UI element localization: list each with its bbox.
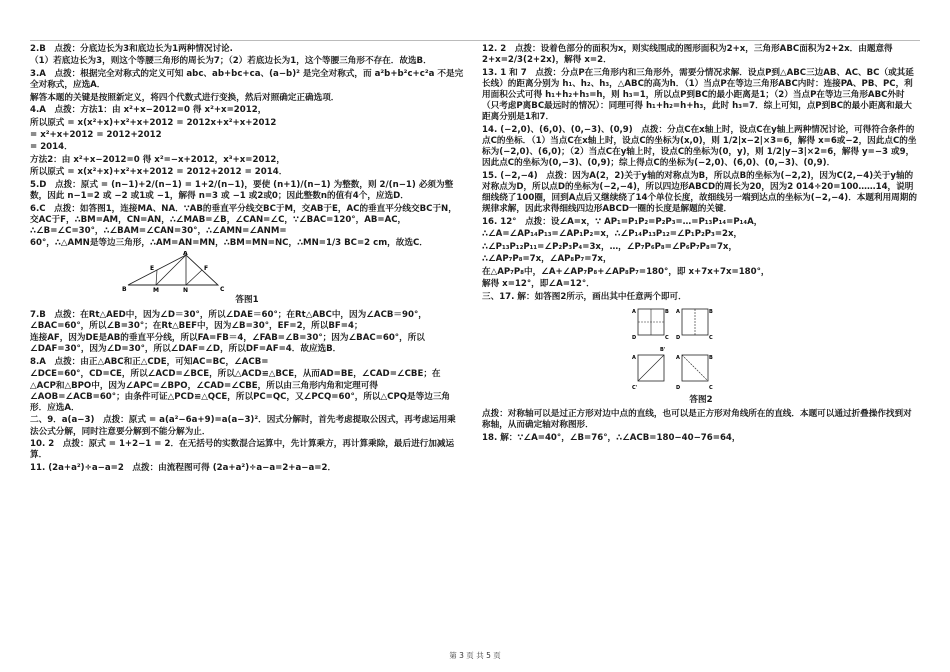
answer-4-method2: 方法2：由 x²+x−2012=0 得 x²=−x+2012，x³+x=2012， — [30, 154, 286, 165]
label-b-sq4: B — [709, 354, 713, 361]
label-a-sq1: A — [632, 308, 636, 315]
answer-7-detail: 连接AF，因为DE是AB的垂直平分线，所以FA=FB＝4，∠FAB=∠B=30°；因为∠BAC=60°，所以∠DAF=30°，因为∠D=30°，所以∠DAF=∠D，所以DF=AF=4．故应选B． — [30, 333, 425, 355]
label-b-sq1: B — [665, 308, 669, 315]
answer-4-method2-result: 所以原式 = x(x²+x)+x²+x+2012 = 2012+2012 = 2014． — [30, 167, 288, 178]
label-m: M — [153, 287, 159, 294]
answer-16-step1: ∴∠A=∠AP₁₄P₁₃=∠AP₁P₂=x，∴∠P₁₄P₁₃P₁₂=∠P₁P₂P₃=2x， — [482, 229, 743, 240]
label-a-sq2: A — [676, 308, 680, 315]
answer-4-step2: = x²+x+2012 = 2012+2012 — [30, 129, 162, 140]
answer-16-result: 解得 x=12°，即∠A=12°． — [482, 279, 595, 290]
label-f: F — [204, 265, 209, 273]
answer-15: 15. (−2,−4) 点拨：因为A(2，2)关于y轴的对称点为B，所以点B的坐标为(−2,2)，因为C(2,−4)关于y轴的对称点为D，所以点D的坐标为(−2,−4)，所以四边形ABCD的周长为20，因为2 014÷20=100……14，说明细线绕了100圈，回到A点后又继续绕了14个单位长度，故细线另一端到达点的坐标为(−2,−4)．本题利用周期的规律求解，因此求得细线四边形ABCD一圈的长度是解题的关键． — [482, 170, 917, 215]
answer-7: 7.B 点拨：在Rt△AED中，因为∠D＝30°，所以∠DAE＝60°；在Rt△ABC中，因为∠ACB＝90°，∠BAC=60°，所以∠B=30°；在Rt△BEF中，因为∠B=30°，EF=2，所以BF=4； — [30, 309, 427, 331]
label-c-sq4: C — [709, 384, 713, 391]
answer-2-detail: （1）若底边长为3，则这个等腰三角形的周长为7；（2）若底边长为1，这个等腰三角形不存在．故选B． — [30, 56, 432, 67]
answer-3-note: 解答本题的关键是按照新定义，将四个代数式进行变换，然后对照确定正确选项． — [30, 92, 340, 103]
page-footer: 第 3 页 共 5 页 — [449, 651, 501, 660]
figure-1-caption: 答图1 — [235, 295, 259, 306]
label-c-sq2: C — [709, 334, 713, 341]
label-c: C — [220, 286, 225, 294]
answer-6: 6.C 点拨：如答图1，连接MA、NA．∵AB的垂直平分线交BC于M，交AB于E，AC的垂直平分线交BC于N，交AC于F，∴BM=AM，CN=AN，∴∠MAB=∠B，∠CAN=∠C，∵∠BAC=120°，AB=AC，∴∠B=∠C=30°，∴∠BAM=∠CAN=30°，∴∠AMN=∠ANM= — [30, 203, 457, 236]
segment-nf — [186, 270, 202, 285]
answer-9: 二、9．a(a−3) 点拨：原式 = a(a²−6a+9)=a(a−3)²．因式分解时，首先考虑提取公因式，再考虑运用乘法公式分解，同时注意要分解到不能分解为止． — [30, 415, 456, 437]
label-c-sq1: C — [665, 334, 669, 341]
label-b: B — [122, 286, 127, 294]
label-a: A — [183, 251, 188, 258]
answer-17: 三、17. 解：如答图2所示，画出其中任意两个即可． — [482, 291, 687, 302]
answer-10: 10. 2 点拨：原式 = 1+2−1 = 2．在无括号的实数混合运算中，先计算乘方，再计算乘除，最后进行加减运算． — [30, 439, 455, 461]
triangle-figure-1 — [120, 251, 230, 293]
label-d-sq4: D — [676, 384, 681, 391]
answer-11: 11. (2a+a²)÷a−a=2 点拨：由流程图可得 (2a+a²)÷a−a=2+a−a=2． — [30, 462, 337, 473]
label-b-sq2: B — [709, 308, 713, 315]
answer-8: 8.A 点拨：由正△ABC和正△CDE，可知AC=BC，∠ACB= — [30, 356, 269, 367]
answer-4-step1: 所以原式 = x(x²+x)+x²+x+2012 = 2012x+x²+x+2012 — [30, 117, 277, 128]
answer-16: 16. 12° 点拨：设∠A=x，∵ AP₁=P₁P₂=P₂P₃=…=P₁₃P₁₄=P₁₄A， — [482, 216, 763, 227]
segment-am — [156, 255, 186, 285]
label-e: E — [150, 265, 155, 273]
label-d-sq2: D — [676, 334, 681, 341]
label-n: N — [183, 287, 189, 294]
label-d-sq1: D — [632, 334, 637, 341]
label-cprime-sq3: C' — [632, 384, 638, 391]
diagonal-fold-right — [682, 355, 708, 381]
answer-2: 2.B 点拨：分底边长为3和底边长为1两种情况讨论. — [30, 44, 233, 54]
left-column — [30, 44, 464, 475]
segment-me — [156, 270, 157, 285]
answer-17-note: 点拨：对称轴可以是过正方形对边中点的直线，也可以是正方形对角线所在的直线．本题可以通过折叠操作找到对称轴，从而确定轴对称图形． — [482, 408, 912, 431]
top-rule — [30, 40, 920, 41]
answer-4-method1: 4.A 点拨：方法1：由 x²+x−2012=0 得 x²+x=2012， — [30, 105, 267, 116]
answer-13: 13. 1 和 7 点拨：分点P在三角形内和三角形外，需要分情况求解．设点P到△ABC三边AB、AC、BC（或其延长线）的距离分别为 h₁、h₂、h₃，△ABC的高为h．（1）当点P在等边三角形ABC内时：连接PA、PB、PC，利用面积公式可得 h₁+h₂+h₃=h，则 h₃=1，所以点P到BC的最小距离是1；（2）当点P在等边三角形ABC外时（只考虑P离BC最远时的情况）：同理可得 h₁+h₂=h+h₃，此时 h₃=7．综上可知，点P到BC的最小距离和最大距离分别是1和7． — [482, 67, 914, 123]
answer-12: 12. 2 点拨：设着色部分的面积为x，则实线围成的图形面积为2+x，三角形ABC面积为2+2x．由题意得 2+x=2/3(2+2x)，解得 x=2． — [482, 44, 893, 66]
answer-4-step3: = 2014． — [30, 142, 73, 153]
right-column — [482, 44, 920, 445]
answer-8-detail: ∠DCE=60°，CD=CE，所以∠ACD=∠BCE，所以△ACD≌△BCE，从而AD=BE，∠CAD=∠CBE；在△ACP和△BPO中，因为∠APC=∠BPO，∠CAD=∠CBE，所以由三角形内角和定理可得∠AOB=∠ACB=60°；由条件可证△PCD≌△QCE，所以PC=QC，又∠PCQ=60°，所以△CPQ是等边三角形．应选A． — [30, 369, 451, 413]
answer-3: 3.A 点拨：根据完全对称式的定义可知 abc、ab+bc+ca、(a−b)² 是完全对称式，而 a²b+b²c+c²a 不是完全对称式，应选A． — [30, 68, 464, 91]
answer-14: 14. (−2,0)、(6,0)、(0,−3)、(0,9) 点拨：分点C在x轴上时，设点C在y轴上两种情况讨论，可得符合条件的点C的坐标．（1）当点C在x轴上时，设点C的坐标为(x,0)，则 1/2|x−2|×3=6，解得 x=6或−2，因此点C的坐标为(−2,0)、(6,0)；（2）当点C在y轴上时，设点C的坐标为(0，y)，则 1/2|y−3|×2=6，解得 y=−3 或9，因此点C的坐标为(0,−3)、(0,9)；综上得点C的坐标为(−2,0)、(6,0)、(0,−3)、(0,9)． — [482, 124, 917, 169]
diagonal-fold-left — [638, 355, 664, 381]
label-bprime-sq3: B' — [660, 346, 666, 353]
answer-16-step3: ∴∠AP₇P₈=7x，∠AP₈P₇=7x， — [482, 254, 612, 265]
answer-5: 5.D 点拨：原式 = (n−1)+2/(n−1) = 1+2/(n−1)，要使 (n+1)/(n−1) 为整数，则 2/(n−1) 必须为整数，因此 n−1=2 或 −2 或1或 −1，解得 n=3 或 −1 或2或0；因此整数n的值有4个，应选D． — [30, 179, 454, 202]
answer-16-step2: ∴∠P₁₃P₁₂P₁₁=∠P₂P₃P₄=3x，…，∠P₇P₆P₈=∠P₆P₇P₈=7x， — [482, 241, 738, 252]
figure-2-caption: 答图2 — [689, 394, 713, 405]
label-a-sq4: A — [676, 354, 680, 361]
answer-18: 18. 解：∵∠A=40°，∠B=76°，∴∠ACB=180−40−76=64， — [482, 432, 741, 443]
answer-6-conclusion: 60°，∴△AMN是等边三角形，∴AM=AN=MN，∴BM=MN=NC，∴MN=1/3 BC=2 cm，故选C． — [30, 238, 428, 249]
label-a-sq3: A — [632, 354, 636, 361]
square-folding-figure-2 — [632, 305, 718, 393]
answer-16-step4: 在△AP₇P₈中，∠A+∠AP₇P₈+∠AP₈P₇=180°，即 x+7x+7x=180°， — [482, 266, 770, 277]
